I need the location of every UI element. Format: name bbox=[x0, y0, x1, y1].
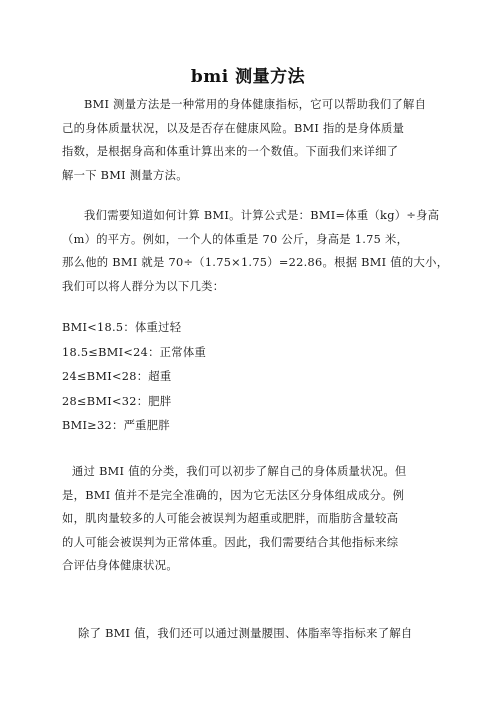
list-item: BMI<18.5：体重过轻 bbox=[62, 321, 182, 334]
text-line: 我们可以将人群分为以下几类： bbox=[62, 279, 225, 293]
text-line: 解一下 BMI 测量方法。 bbox=[62, 168, 188, 182]
list-item: 18.5≤BMI<24：正常体重 bbox=[62, 345, 207, 359]
text-line: 合评估身体健康状况。 bbox=[62, 559, 178, 572]
formula-paragraph bbox=[62, 204, 449, 298]
text-line: BMI 测量方法是一种常用的身体健康指标，它可以帮助我们了解自 bbox=[84, 98, 427, 111]
other-indicators-paragraph bbox=[62, 622, 438, 646]
bmi-category-list bbox=[62, 316, 438, 439]
text-line: 己的身体质量状况，以及是否存在健康风险。BMI 指的是身体质量 bbox=[62, 121, 405, 135]
text-line: 指数，是根据身高和体重计算出来的一个数值。下面我们来详细了 bbox=[62, 145, 399, 158]
document-title: bmi 测量方法 bbox=[190, 67, 306, 87]
intro-paragraph bbox=[62, 93, 438, 187]
text-line: 那么他的 BMI 就是 70÷（1.75×1.75）=22.86。根据 BMI 值的大小， bbox=[62, 256, 449, 269]
text-line: （m）的平方。例如，一个人的体重是 70 公斤，身高是 1.75 米， bbox=[62, 232, 409, 246]
text-line: 我们需要知道如何计算 BMI。计算公式是：BMI=体重（kg）÷身高 bbox=[84, 209, 440, 222]
list-item: 24≤BMI<28：超重 bbox=[62, 370, 172, 383]
limitation-paragraph bbox=[62, 460, 438, 578]
text-line: 是，BMI 值并不是完全准确的，因为它无法区分身体组成成分。例 bbox=[62, 488, 405, 502]
text-line: 的人可能会被误判为正常体重。因此，我们需要结合其他指标来综 bbox=[62, 535, 399, 549]
text-line: 通过 BMI 值的分类，我们可以初步了解自己的身体质量状况。但 bbox=[72, 465, 407, 478]
list-item: BMI≥32：严重肥胖 bbox=[62, 419, 170, 432]
list-item: 28≤BMI<32：肥胖 bbox=[62, 394, 172, 408]
text-line: 如，肌肉量较多的人可能会被误判为超重或肥胖，而脂肪含量较高 bbox=[62, 512, 399, 525]
text-line: 除了 BMI 值，我们还可以通过测量腰围、体脂率等指标来了解自 bbox=[78, 627, 413, 640]
